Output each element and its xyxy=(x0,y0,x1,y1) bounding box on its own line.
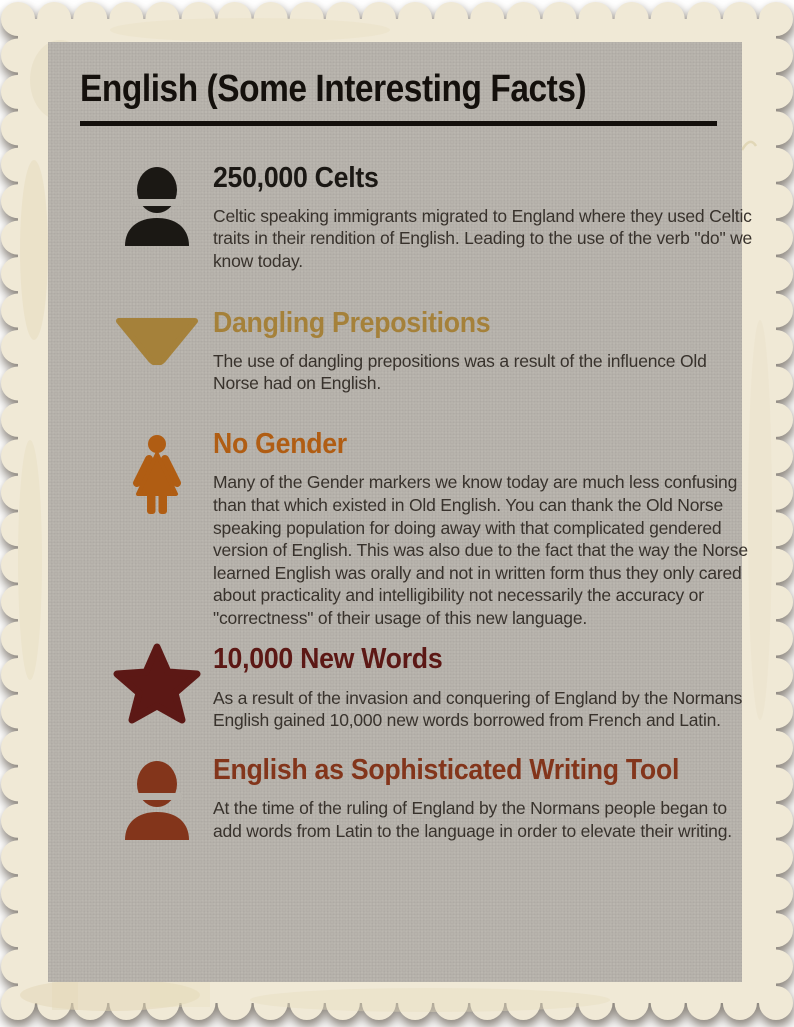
woman-icon xyxy=(124,434,190,522)
section-dangling-prepositions xyxy=(80,307,742,395)
section-new-words xyxy=(80,643,742,731)
section-body: Celtic speaking immigrants migrated to England where they used Celtic traits in their rendition of English. Leading to the use of the verb "do" we know today. xyxy=(213,205,753,272)
section-writing-tool xyxy=(80,754,742,842)
section-celts xyxy=(80,161,753,273)
section-heading: 10,000 New Words xyxy=(213,643,443,676)
title-underline xyxy=(80,121,717,126)
triangle-down-icon xyxy=(113,317,201,365)
person-icon xyxy=(122,166,192,246)
section-heading: 250,000 Celts xyxy=(213,161,379,194)
star-icon xyxy=(112,643,202,727)
section-body: At the time of the ruling of England by the Normans people began to add words from Latin to the language in order to elevate their writing. xyxy=(213,798,732,841)
content-panel xyxy=(48,42,753,982)
section-body: Many of the Gender markers we know today are much less confusing than that which existed in Old English. You can thank the Old Norse speaking population for doing away with that complicated gendered version of English. This was also due to the fact that the way the Norse learned English was orally and not in written form thus they only cared about practicality and intelligibility not necessarily the accuracy or "correctness" of their usage of this new language. xyxy=(213,472,748,628)
section-heading: No Gender xyxy=(213,428,347,461)
section-body: The use of dangling prepositions was a result of the influence Old Norse had on English. xyxy=(213,350,707,394)
section-no-gender xyxy=(80,428,748,629)
page-title: English (Some Interesting Facts) xyxy=(80,68,587,110)
section-heading: English as Sophisticated Writing Tool xyxy=(213,753,680,786)
person-icon xyxy=(122,760,192,840)
section-heading: Dangling Prepositions xyxy=(213,306,491,339)
section-body: As a result of the invasion and conquering of England by the Normans English gained 10,000 new words borrowed from French and Latin. xyxy=(213,687,743,731)
